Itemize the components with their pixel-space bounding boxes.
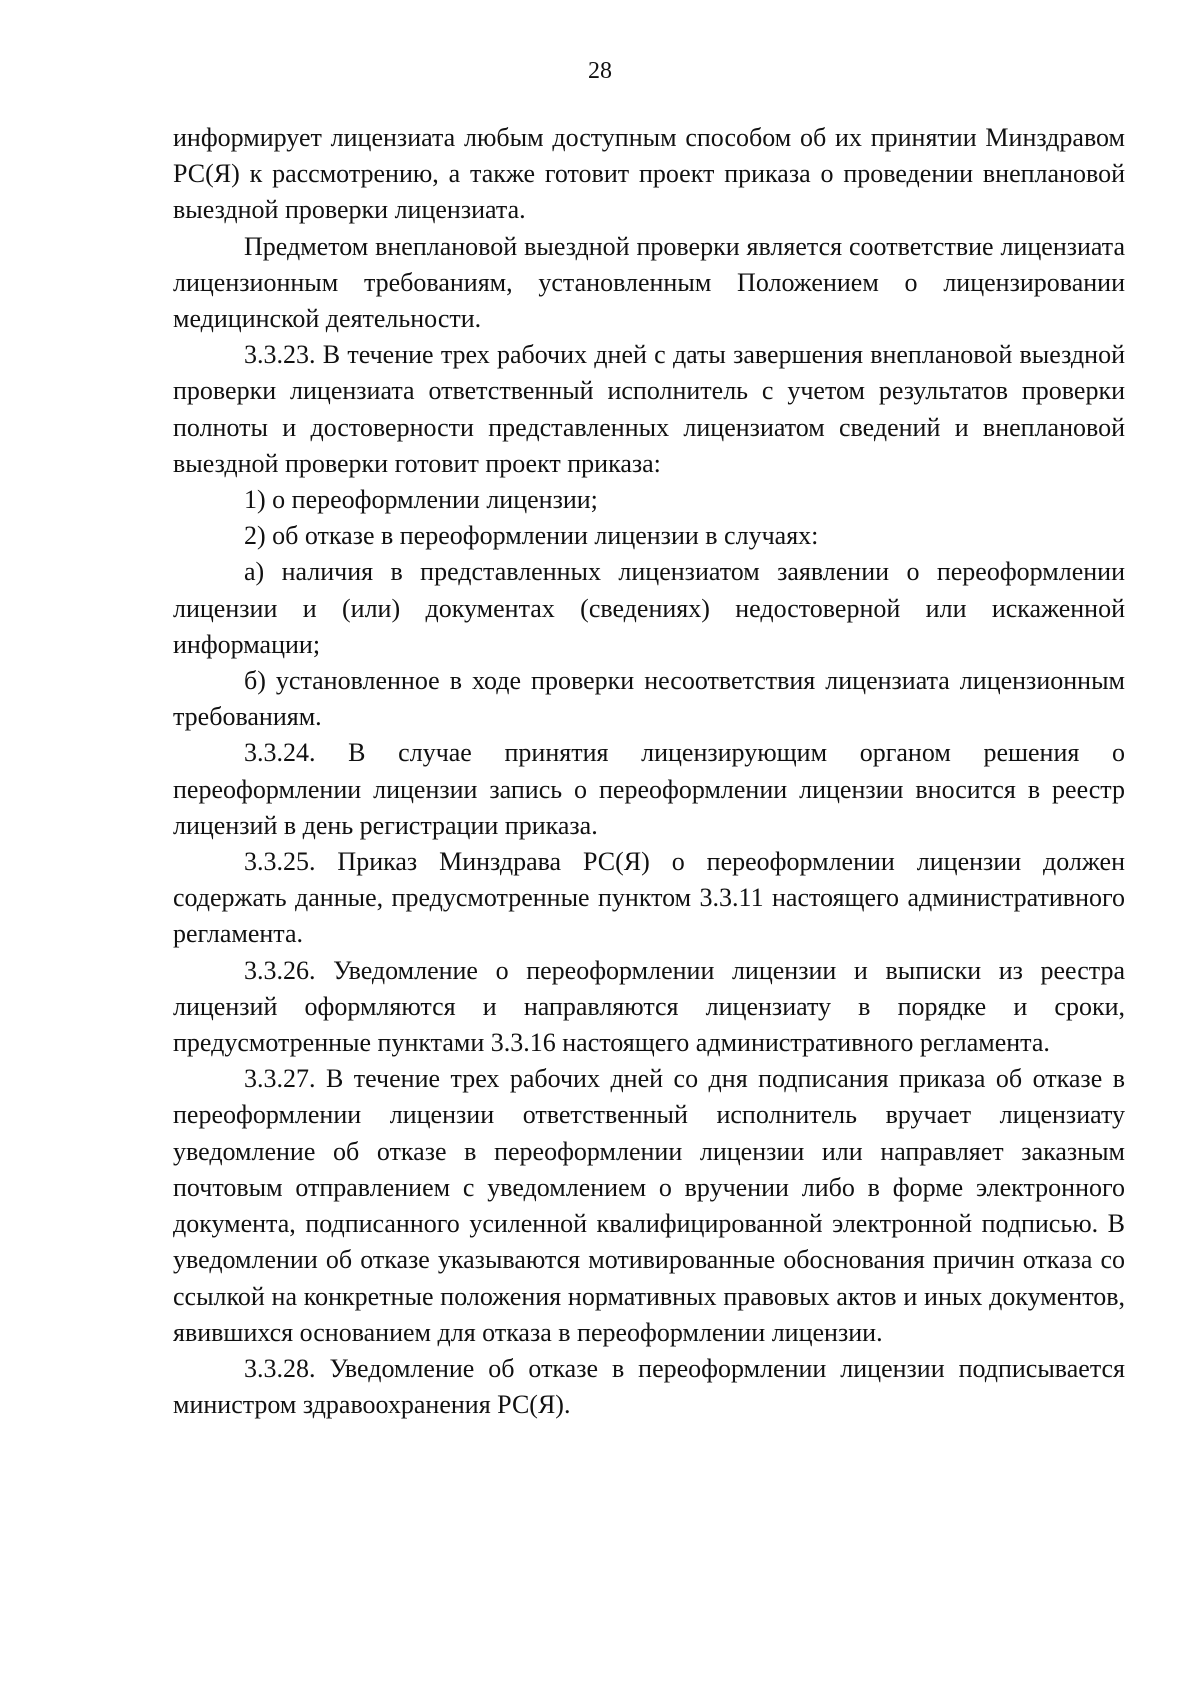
paragraph-continuation: информирует лицензиата любым доступным способом об их принятии Минздравом РС(Я) к рассмотрению, а также готовит проект приказа о проведении внеплановой выездной проверки лицензиата. [173,123,1125,225]
paragraph-3-3-28: 3.3.28. Уведомление об отказе в переоформлении лицензии подписывается министром здравоохранения РС(Я). [173,1353,1125,1420]
paragraph-subject: Предметом внеплановой выездной проверки является соответствие лицензиата лицензионным требованиям, установленным Положением о лицензировании медицинской деятельности. [173,231,1125,334]
list-item-b: б) установленное в ходе проверки несоответствия лицензиата лицензионным требованиям. [173,666,1125,732]
paragraph-3-3-25: 3.3.25. Приказ Минздрава РС(Я) о переоформлении лицензии должен содержать данные, предусмотренные пунктом 3.3.11 настоящего административного регламента. [173,847,1125,949]
paragraph-3-3-26: 3.3.26. Уведомление о переоформлении лицензии и выписки из реестра лицензий оформляются и направляются лицензиату в порядке и сроки, предусмотренные пунктами 3.3.16 настоящего административного регламента. [173,955,1125,1058]
list-item-a: а) наличия в представленных лицензиатом заявлении о переоформлении лицензии и (или) документах (сведениях) недостоверной или искаженной информации; [173,557,1125,659]
list-item-2: 2) об отказе в переоформлении лицензии в случаях: [244,521,819,551]
paragraph-3-3-27: 3.3.27. В течение трех рабочих дней со дня подписания приказа об отказе в переоформлении лицензии ответственный исполнитель вручает лицензиату уведомление об отказе в переоформлении лицензии или направляет заказным почтовым отправлением с уведомлением о вручении либо в форме электронного документа, подписанного усиленной квалифицированной электронной подписью. В уведомлении об отказе указываются мотивированные обоснования причин отказа со ссылкой на конкретные положения нормативных правовых актов и иных документов, явившихся основанием для отказа в переоформлении лицензии. [173,1064,1125,1347]
page-number: 28 [588,58,612,84]
paragraph-3-3-24: 3.3.24. В случае принятия лицензирующим органом решения о переоформлении лицензии запись о переоформлении лицензии вносится в реестр лицензий в день регистрации приказа. [173,738,1125,840]
paragraph-3-3-23: 3.3.23. В течение трех рабочих дней с даты завершения внеплановой выездной проверки лицензиата ответственный исполнитель с учетом результатов проверки полноты и достоверности представленных лицензиатом сведений и внеплановой выездной проверки готовит проект приказа: [173,340,1125,478]
document-body [173,120,1125,1423]
list-item-1: 1) о переоформлении лицензии; [244,485,598,515]
